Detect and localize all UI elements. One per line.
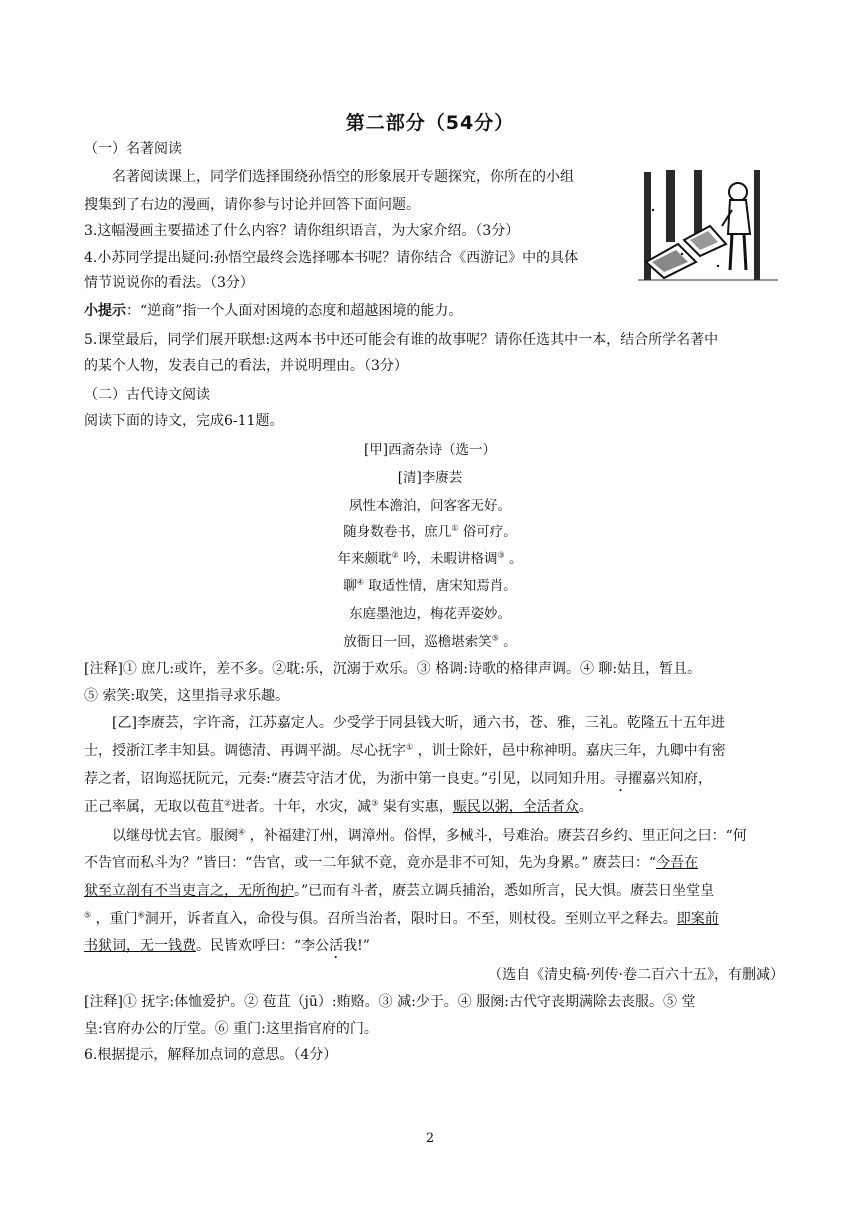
poem-line-1: 夙性本澹泊，问客客无好。 <box>349 498 511 514</box>
prose-notes-line-1: [注释]① 抚字:体恤爱护。② 苞苴（jū）:贿赂。③ 减:少于。④ 服阕:古代守丧期满除去丧服。⑤ 堂 <box>84 994 696 1010</box>
underlined-sentence-1: 赈民以粥，全活者众 <box>452 799 579 815</box>
poem-notes-line-2: ⑤ 索笑:取笑，这里指寻求乐趣。 <box>84 688 290 704</box>
heading-classics-reading: （一）名著阅读 <box>84 141 182 157</box>
source-citation: （选自《清史稿·列传·卷二百六十五》，有删减） <box>488 967 784 983</box>
underlined-sentence-2b: 狱至立剖有不当吏言之，无所徇护 <box>84 883 294 899</box>
prose-line-8: ⑤ ，重门⑥洞开，诉者直入，命役与俱。召所当治者，限时日。不至，则杖役。至则立平之释去。即案前 <box>84 910 719 927</box>
prose-line-4: 正己率属，无取以苞苴②进者。十年，水灾，减③ 粜有实惠，赈民以粥，全活者众。 <box>84 798 593 815</box>
prose-line-5: 以继母忧去官。服阕④ ，补福建汀州，调漳州。俗悍，多械斗，号难治。赓芸召乡约、里正问之曰：“何 <box>112 827 747 844</box>
reading-instruction: 阅读下面的诗文，完成6-11题。 <box>84 413 284 429</box>
question-4-line-1: 4.小苏同学提出疑问:孙悟空最终会选择哪本书呢？请你结合《西游记》中的具体 <box>84 250 579 266</box>
question-5-line-2: 的某个人物，发表自己的看法，并说明理由。（3分） <box>84 358 408 374</box>
question-6: 6.根据提示，解释加点词的意思。（4分） <box>84 1047 338 1063</box>
prose-line-2: 士，授浙江孝丰知县。调德清、再调平湖。尽心抚字① ，训士除奸，邑中称神明。嘉庆三年，九卿中有密 <box>84 742 726 759</box>
section-title: 第二部分（54分） <box>345 112 515 134</box>
heading-classical-reading: （二）古代诗文阅读 <box>84 387 210 403</box>
comic-illustration <box>638 170 778 286</box>
poem-line-3: 年来颇耽② 吟，未暇讲格调③ 。 <box>337 550 523 567</box>
intro-line-1: 名著阅读课上，同学们选择围绕孙悟空的形象展开专题探究，你所在的小组 <box>112 169 574 185</box>
question-4-line-2: 情节说说你的看法。（3分） <box>84 275 254 291</box>
intro-line-2: 搜集到了右边的漫画，请你参与讨论并回答下面问题。 <box>84 197 420 213</box>
underlined-sentence-2a: 今吾在 <box>656 855 699 871</box>
hint-text: ：“逆商”指一个人面对困境的态度和超越困境的能力。 <box>126 303 463 319</box>
poem-notes-line-1: [注释]① 庶几:或许，差不多。②耽:乐，沉溺于欢乐。③ 格调:诗歌的格律声调。④ 聊:姑且，暂且。 <box>84 661 702 677</box>
poem-title: [甲]西斋杂诗（选一） <box>363 442 497 458</box>
underlined-sentence-3b: 书狱词，无一钱费 <box>84 938 196 954</box>
poem-line-4: 聊④ 取适性情，唐宋知焉肖。 <box>343 577 517 594</box>
question-3: 3.这幅漫画主要描述了什么内容？请你组织语言，为大家介绍。（3分） <box>84 223 520 239</box>
poem-line-6: 放衙日一回，巡檐堪索笑⑤ 。 <box>343 633 517 650</box>
prose-line-1: [乙]李赓芸，字许斋，江苏嘉定人。少受学于同县钱大昕，通六书，苍、雅，三礼。乾隆五十五年进 <box>112 715 725 731</box>
prose-line-9: 书狱词，无一钱费。民皆欢呼曰：“李公活我!” <box>84 938 370 954</box>
prose-notes-line-2: 皇:官府办公的厅堂。⑥ 重门:这里指官府的门。 <box>84 1021 378 1037</box>
question-5-line-1: 5.课堂最后，同学们展开联想:这两本书中还可能会有谁的故事呢？请你任选其中一本，结合所学名著中 <box>84 332 719 348</box>
prose-line-3: 荐之者，诏询巡抚阮元，元奏:“赓芸守洁才优，为浙中第一良吏。”引见，以同知升用。寻擢嘉兴知府， <box>84 771 713 787</box>
underlined-sentence-3a: 即案前 <box>676 911 719 927</box>
prose-line-6: 不告官而私斗为？”皆曰：“告官，或一二年狱不竟，竟亦是非不可知，先为身累。” 赓芸曰：“今吾在 <box>84 855 699 871</box>
poem-line-2: 随身数卷书，庶几① 俗可疗。 <box>343 523 517 540</box>
dotted-word-huo: 活 <box>329 938 344 954</box>
poem-line-5: 东庭墨池边，梅花弄姿妙。 <box>349 606 511 622</box>
hint-line <box>84 301 784 321</box>
hint-label: 小提示 <box>84 303 126 319</box>
prose-line-7: 狱至立剖有不当吏言之，无所徇护。”已而有斗者，赓芸立调兵捕治，悉如所言，民大惧。赓芸日坐堂皇 <box>84 883 715 899</box>
dotted-word-xun: 寻 <box>614 771 629 787</box>
poem-author: [清]李赓芸 <box>397 470 463 486</box>
page-number: 2 <box>425 1131 435 1146</box>
